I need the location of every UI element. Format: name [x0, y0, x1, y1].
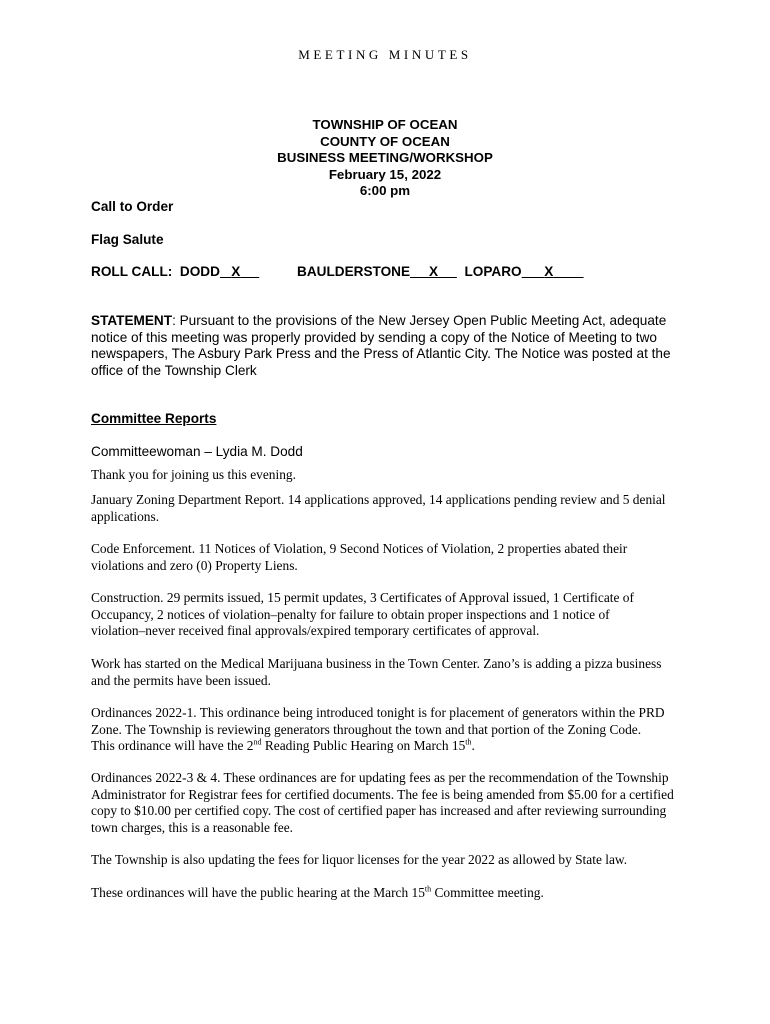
report-paragraph: The Township is also updating the fees for liquor licenses for the year 2022 as allowed by State law.	[91, 852, 628, 867]
report-paragraph: Thank you for joining us this evening.	[91, 467, 296, 482]
call-to-order: Call to Order	[91, 199, 174, 214]
county-name: COUNTY OF OCEAN	[320, 133, 450, 149]
roll-call-mark-baulderstone: X	[428, 264, 439, 279]
meeting-type: BUSINESS MEETING/WORKSHOP	[277, 150, 493, 166]
report-paragraph: Ordinances 2022-3 & 4. These ordinances are for updating fees as per the recommendation of the Township Administrator for Registrar fees for certified documents. The fee is being amended from $5.00 for a certified copy to $10.00 per certified copy. The cost of certified paper has increased and after reviewing surrounding town charges, this is a reasonable fee.	[91, 770, 674, 835]
report-paragraph: Construction. 29 permits issued, 15 permit updates, 3 Certificates of Approval issued, 1 Certificate of Occupancy, 2 notices of violation–penalty for failure to obtain proper inspections and 1 notice of violation–never received final approvals/expired temporary certificates of approval.	[91, 590, 634, 639]
report-paragraph-public-hearing: These ordinances will have the public hearing at the March 15th Committee meeting.	[91, 884, 544, 900]
roll-call-member-baulderstone: BAULDERSTONE	[297, 264, 411, 279]
township-name: TOWNSHIP OF OCEAN	[312, 117, 458, 132]
roll-call	[91, 264, 584, 279]
committee-reports-heading: Committee Reports	[91, 411, 217, 426]
flag-salute: Flag Salute	[91, 232, 164, 247]
statement-label: STATEMENT	[91, 313, 173, 328]
document-title: MEETING MINUTES	[298, 47, 472, 62]
report-paragraph-ordinance-2022-1: Ordinances 2022-1. This ordinance being introduced tonight is for placement of generators within the PRD Zone. The Township is reviewing generators throughout the town and that portion of the Zoning Code. This ordinance will have the 2nd Reading Public Hearing on March 15th.	[91, 705, 665, 754]
roll-call-label: ROLL CALL:	[91, 264, 173, 279]
report-paragraph: January Zoning Department Report. 14 applications approved, 14 applications pending review and 5 denial applications.	[91, 492, 666, 524]
meeting-header	[0, 117, 770, 200]
meeting-time: 6:00 pm	[359, 183, 411, 199]
statement-text: : Pursuant to the provisions of the New Jersey Open Public Meeting Act, adequate notice of this meeting was properly provided by sending a copy of the Notice of Meeting to two newspapers, The Asbury Park Press and the Press of Atlantic City. The Notice was posted at the office of the Township Clerk	[91, 313, 671, 378]
report-paragraph: Code Enforcement. 11 Notices of Violation, 9 Second Notices of Violation, 2 properties abated their violations and zero (0) Property Liens.	[91, 541, 628, 573]
meeting-date: February 15, 2022	[328, 166, 442, 182]
roll-call-member-loparo: LOPARO	[464, 264, 522, 279]
statement-paragraph	[91, 313, 676, 379]
committee-member-name: Committeewoman – Lydia M. Dodd	[91, 444, 303, 459]
roll-call-mark-dodd: X	[231, 264, 241, 279]
roll-call-member-dodd: DODD	[179, 264, 220, 279]
report-paragraph: Work has started on the Medical Marijuana business in the Town Center. Zano’s is adding a pizza business and the permits have been issued.	[91, 656, 662, 688]
roll-call-mark-loparo: X	[544, 264, 554, 279]
